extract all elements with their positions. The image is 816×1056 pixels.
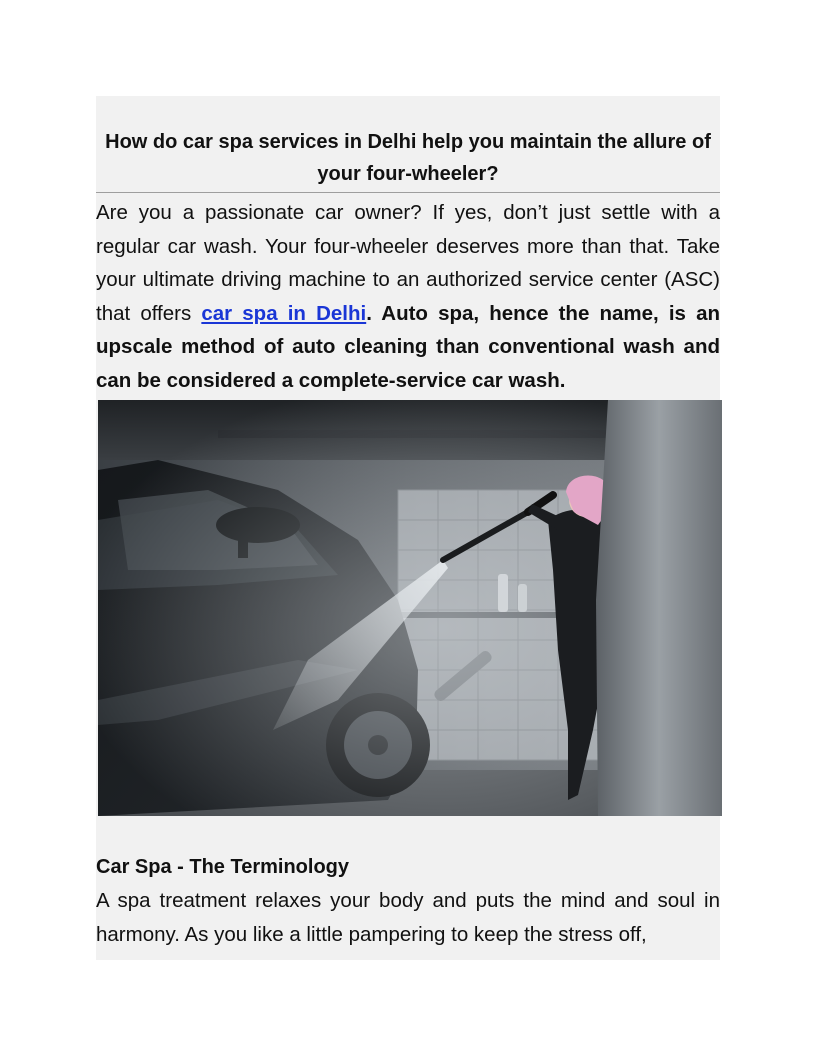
intro-text-before: Are you a passionate car owner? If yes, don’t just settle with a regular car wash. Your four-wheeler deserves more than that. Take your ultimate driving machine to an authorized service center (ASC) that offers — [96, 201, 720, 325]
title-block — [96, 126, 720, 193]
car-spa-link[interactable]: car spa in Delhi — [201, 301, 367, 325]
content-block — [96, 96, 720, 960]
intro-paragraph — [96, 196, 720, 398]
intro-text-after: . Auto spa, hence the name, is an upscale method of auto cleaning than conventional wash and can be considered a complete-service car wash. — [96, 301, 721, 392]
section-heading: Car Spa - The Terminology — [96, 856, 349, 878]
article-title: How do car spa services in Delhi help you maintain the allure of your four-wheeler? — [105, 131, 711, 185]
section-paragraph: A spa treatment relaxes your body and puts the mind and soul in harmony. As you like a little pampering to keep the stress off, — [96, 889, 720, 946]
car-wash-photo — [98, 400, 722, 816]
